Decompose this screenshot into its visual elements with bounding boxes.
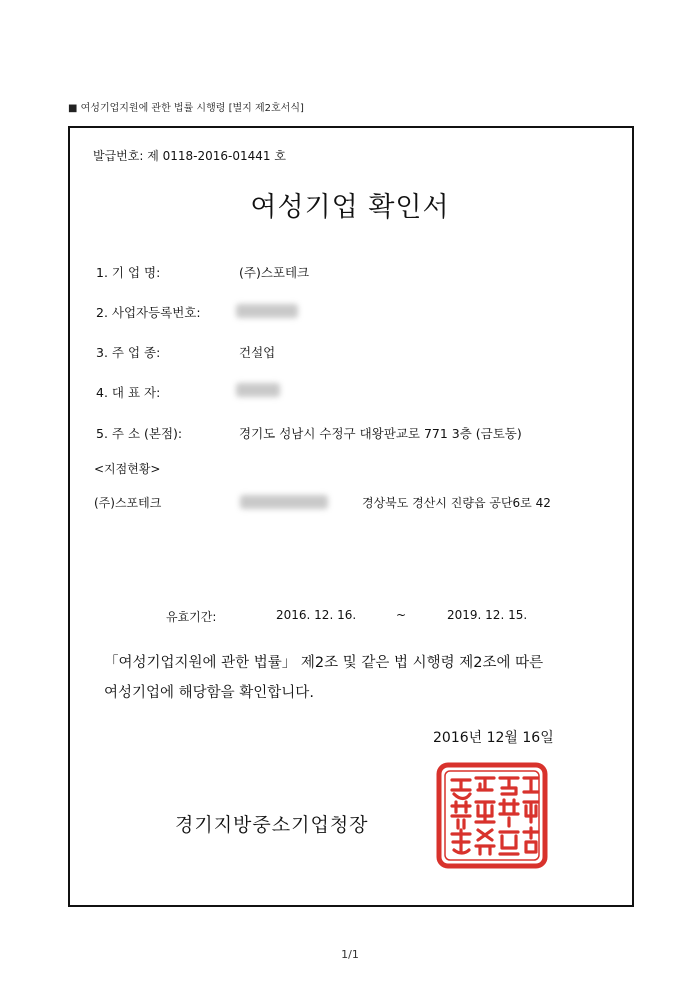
page-number: 1/1 (341, 948, 359, 961)
branch-name: (주)스포테크 (94, 496, 162, 510)
statement-line-1: 「여성기업지원에 관한 법률」 제2조 및 같은 법 시행령 제2조에 따른 (104, 655, 544, 671)
field-address-label: 5. 주 소 (본점): (96, 426, 183, 441)
document-title: 여성기업 확인서 (250, 192, 450, 223)
issue-date: 2016년 12월 16일 (433, 730, 554, 746)
validity-separator: ~ (396, 608, 407, 622)
validity-label: 유효기간: (166, 610, 217, 624)
field-industry-label: 3. 주 업 종: (96, 345, 161, 360)
form-note: ■ 여성기업지원에 관한 법률 시행령 [별지 제2호서식] (68, 103, 304, 114)
issuer-name: 경기지방중소기업청장 (175, 814, 369, 836)
redacted-representative (236, 383, 280, 397)
validity-end: 2019. 12. 15. (447, 608, 528, 622)
branch-address: 경상북도 경산시 진량읍 공단6로 42 (362, 496, 551, 510)
redacted-branch-number (240, 495, 328, 509)
document-frame (68, 126, 634, 907)
field-company-name-label: 1. 기 업 명: (96, 265, 161, 280)
field-company-name-value: (주)스포테크 (239, 265, 310, 280)
issue-number: 발급번호: 제 0118-2016-01441 호 (93, 149, 286, 163)
official-seal-icon (436, 762, 548, 869)
redacted-business-number (236, 304, 298, 318)
field-business-number-label: 2. 사업자등록번호: (96, 305, 201, 320)
branch-heading: <지점현황> (94, 462, 161, 476)
field-address-value: 경기도 성남시 수정구 대왕판교로 771 3층 (금토동) (239, 426, 522, 441)
field-industry-value: 건설업 (239, 345, 276, 360)
field-representative-label: 4. 대 표 자: (96, 385, 161, 400)
validity-start: 2016. 12. 16. (276, 608, 357, 622)
statement-line-2: 여성기업에 해당함을 확인합니다. (104, 685, 314, 701)
